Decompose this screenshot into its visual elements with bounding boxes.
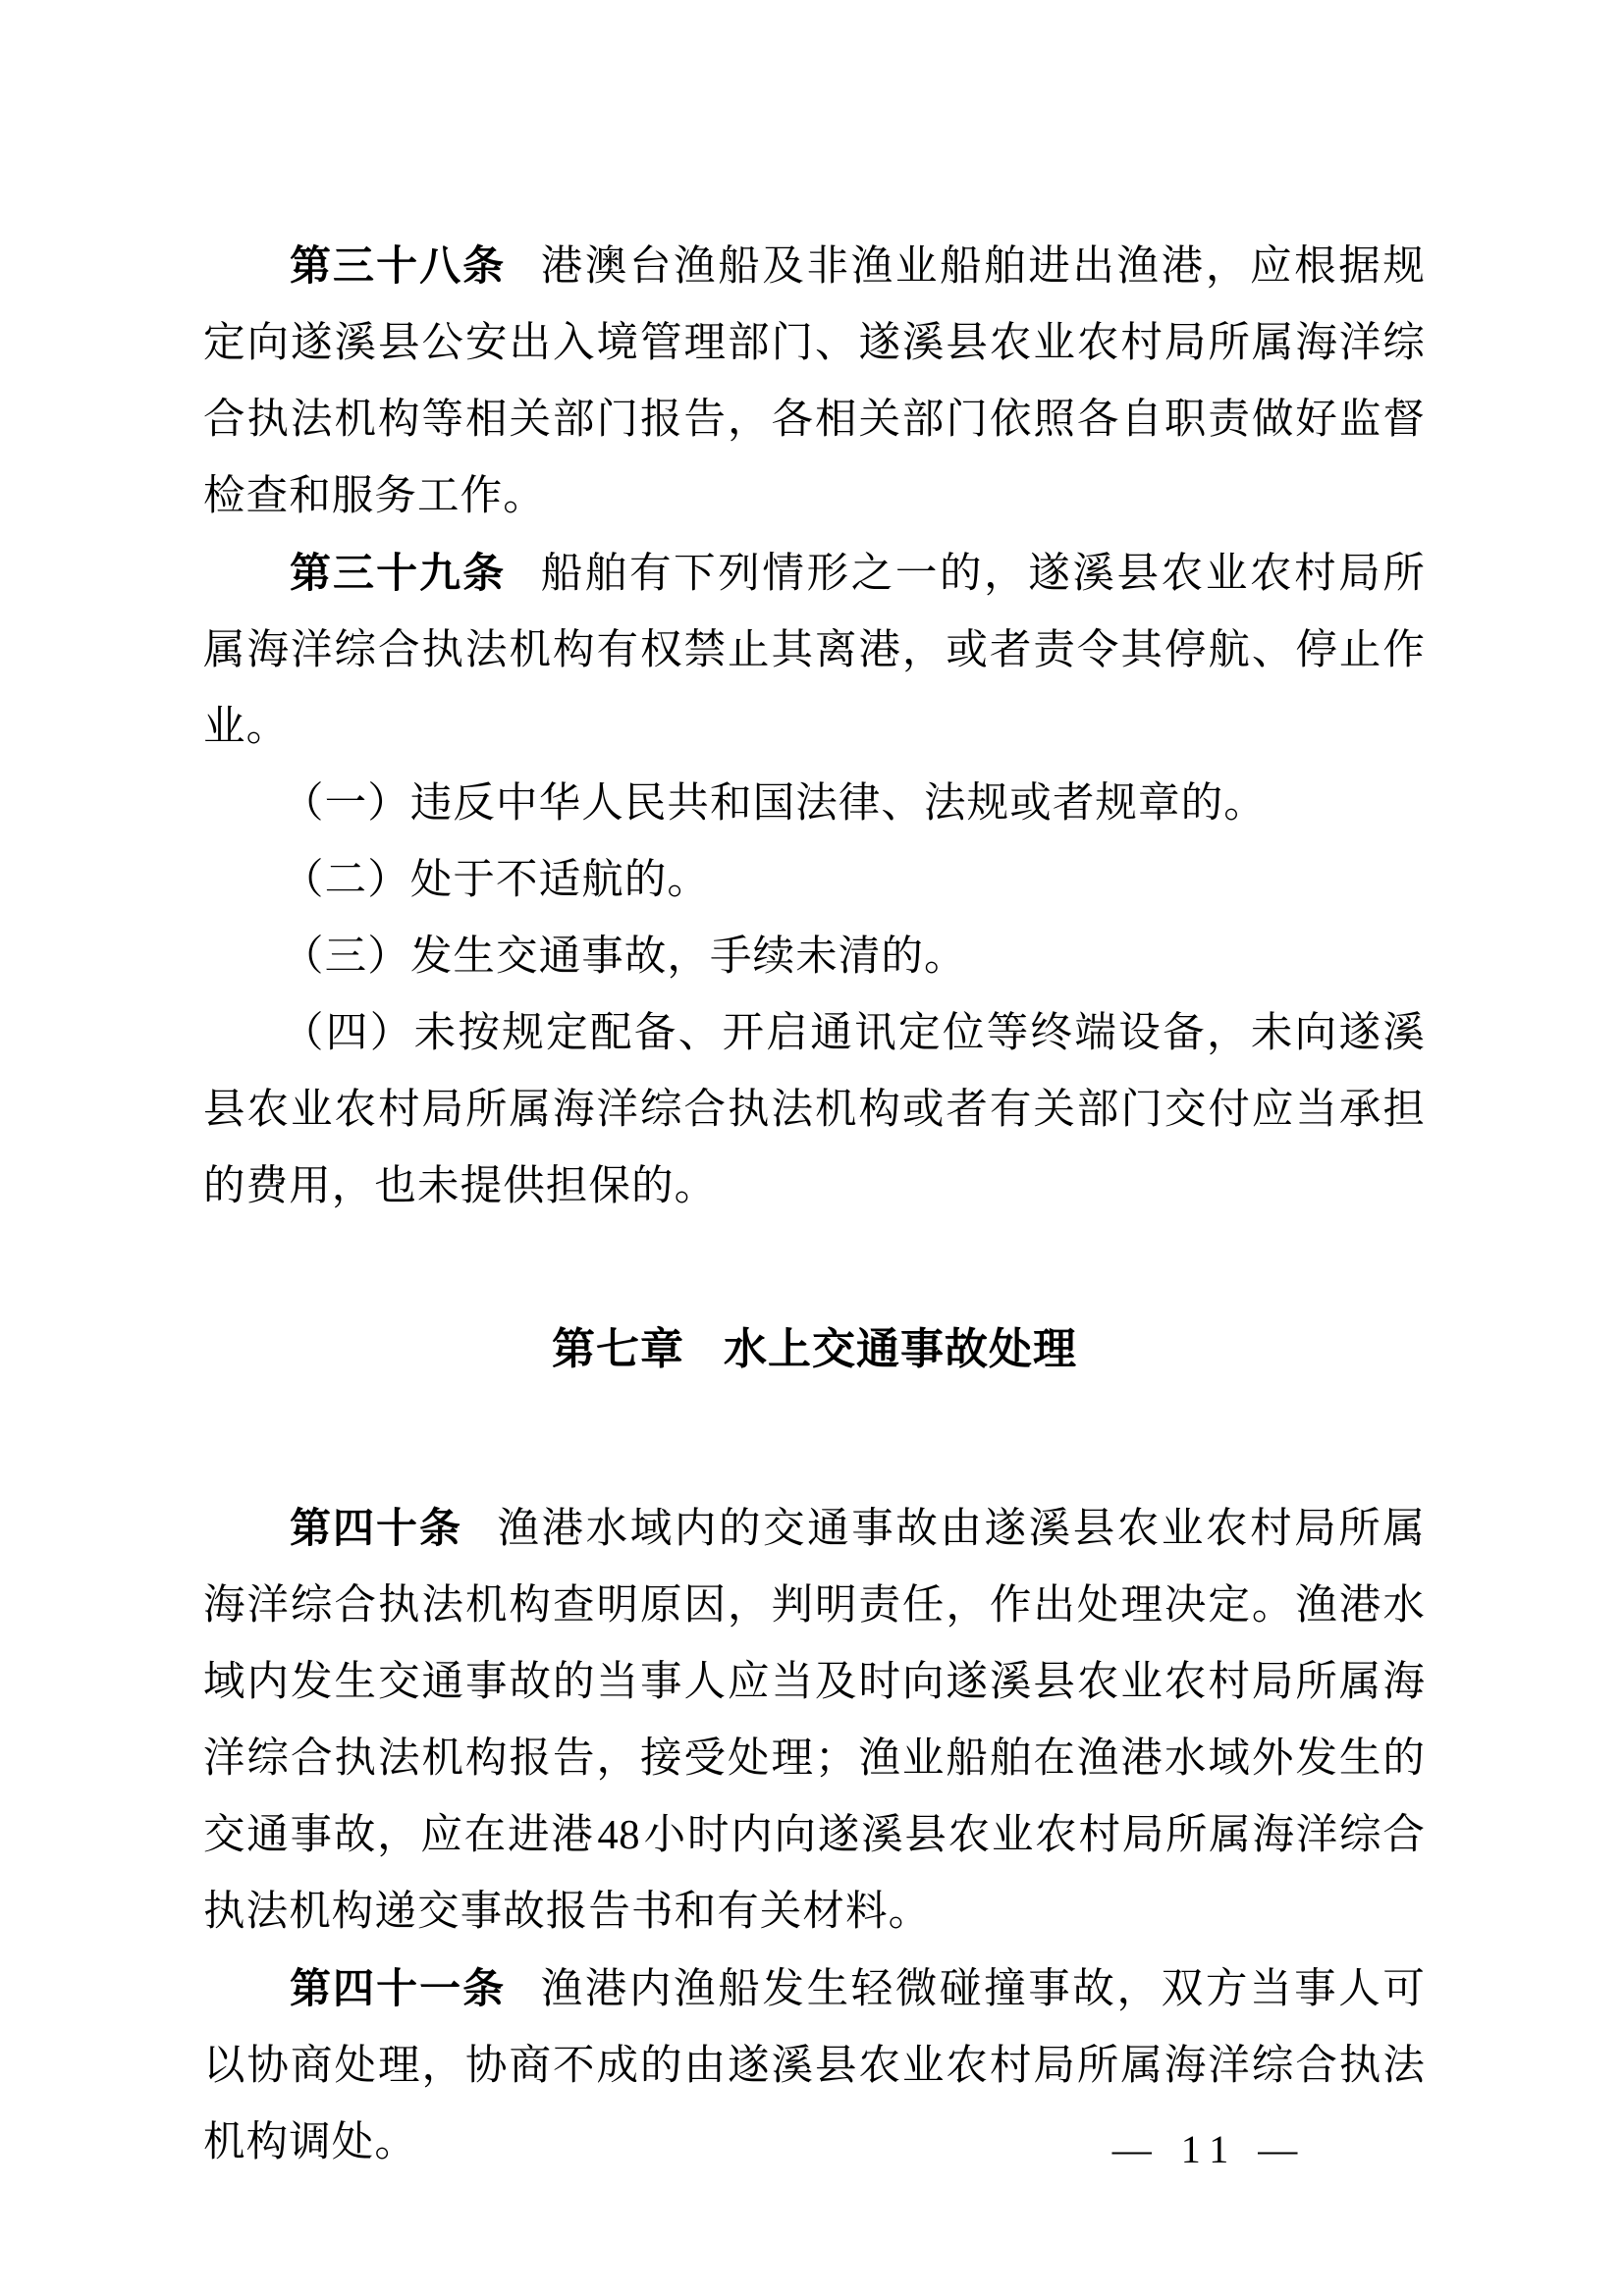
article-text-39: 船舶有下列情形之一的，遂溪县农业农村局所属海洋综合执法机构有权禁止其离港，或者责令其停航、停止作业。 bbox=[203, 550, 1426, 751]
page-footer bbox=[0, 2126, 1624, 2172]
chapter-spacer-bottom bbox=[203, 1388, 1426, 1490]
article-number-41: 第四十一条 bbox=[290, 1964, 507, 2012]
list-item-2 bbox=[203, 842, 1426, 919]
list-item-text: 处于不适航的。 bbox=[409, 856, 711, 904]
list-item-text: 未按规定配备、开启通讯定位等终端设备，未向遂溪县农业农村局所属海洋综合执法机构或者有关部门交付应当承担的费用，也未提供担保的。 bbox=[203, 1009, 1426, 1210]
paragraph-article-39 bbox=[203, 535, 1426, 766]
paragraph-article-38 bbox=[203, 228, 1426, 535]
chapter-title: 水上交通事故处理 bbox=[724, 1324, 1077, 1374]
article-text-41: 渔港内渔船发生轻微碰撞事故，双方当事人可以协商处理，协商不成的由遂溪县农业农村局所属海洋综合执法机构调处。 bbox=[203, 1965, 1426, 2166]
chapter-heading-7 bbox=[203, 1311, 1426, 1388]
article-text-40-part-2: 小时内向遂溪县农业农村局所属海洋综合执法机构递交事故报告书和有关材料。 bbox=[203, 1811, 1426, 1936]
list-item-marker: （三） bbox=[282, 933, 410, 981]
article-text-38: 港澳台渔船及非渔业船舶进出渔港，应根据规定向遂溪县公安出入境管理部门、遂溪县农业农村局所属海洋综合执法机构等相关部门报告，各相关部门依照各自职责做好监督检查和服务工作。 bbox=[203, 242, 1426, 520]
list-item-1 bbox=[203, 766, 1426, 842]
article-text-40-part-1: 渔港水域内的交通事故由遂溪县农业农村局所属海洋综合执法机构查明原因，判明责任，作出处理决定。渔港水域内发生交通事故的当事人应当及时向遂溪县农业农村局所属海洋综合执法机构报告，接受处理；渔业船舶在渔港水域外发生的交通事故，应在进港 bbox=[203, 1505, 1426, 1859]
chapter-spacer-top bbox=[203, 1225, 1426, 1311]
list-item-4 bbox=[203, 995, 1426, 1225]
list-item-text: 违反中华人民共和国法律、法规或者规章的。 bbox=[409, 779, 1267, 828]
paragraph-article-40 bbox=[203, 1490, 1426, 1950]
list-item-text: 发生交通事故，手续未清的。 bbox=[409, 933, 967, 981]
page-content bbox=[203, 228, 1426, 2181]
article-number-38: 第三十八条 bbox=[290, 241, 507, 290]
page-number: — 11 — bbox=[1111, 2127, 1308, 2171]
list-item-3 bbox=[203, 919, 1426, 995]
list-item-marker: （一） bbox=[282, 779, 410, 828]
list-item-marker: （四） bbox=[282, 1009, 414, 1057]
chapter-number: 第七章 bbox=[552, 1324, 684, 1374]
hours-value: 48 bbox=[597, 1812, 640, 1858]
list-item-marker: （二） bbox=[282, 856, 410, 904]
article-number-39: 第三十九条 bbox=[290, 549, 507, 597]
article-number-40: 第四十条 bbox=[290, 1504, 462, 1552]
